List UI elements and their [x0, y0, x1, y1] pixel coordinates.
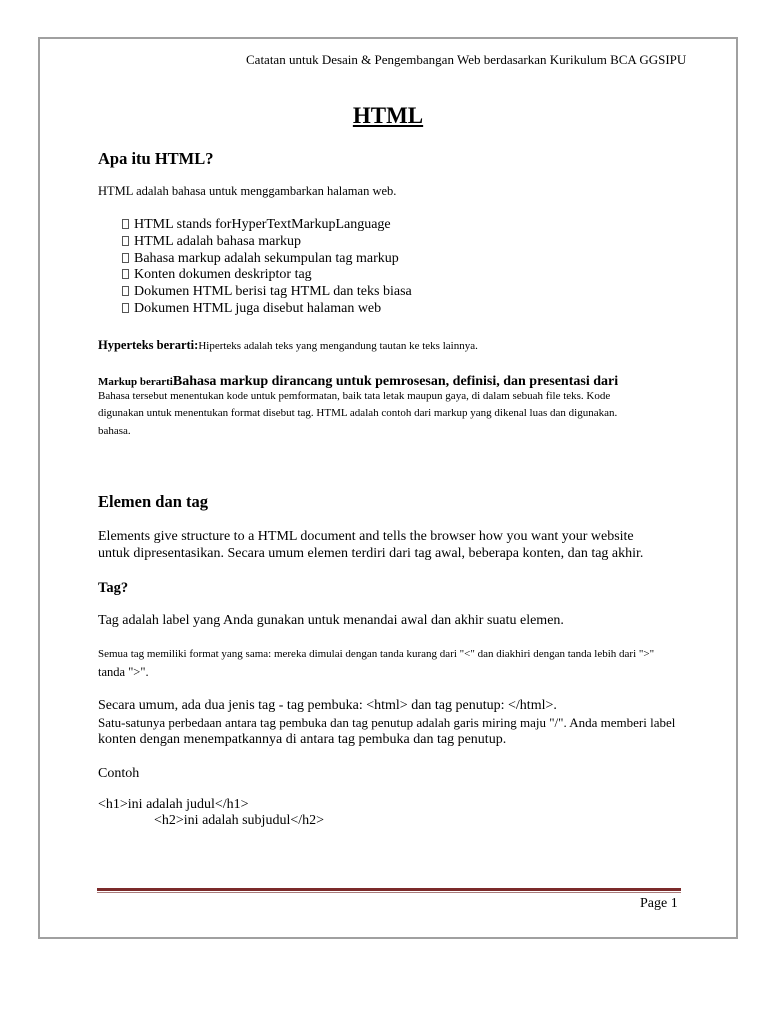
section-heading-what-is-html: Apa itu HTML?	[98, 149, 214, 168]
markup-definition-title	[98, 372, 618, 390]
tag-types-line: Secara umum, ada dua jenis tag - tag pembuka: <html> dan tag penutup: </html>.	[98, 698, 557, 713]
hypertext-text: Hiperteks adalah teks yang mengandung tautan ke teks lainnya.	[198, 340, 478, 352]
bullet-icon	[122, 219, 129, 229]
bullet-list	[122, 217, 412, 318]
tag-subheading: Tag?	[98, 580, 129, 596]
tag-types-line: Satu-satunya perbedaan antara tag pembuka dan tag penutup adalah garis miring maju "/". Anda memberi label	[98, 715, 676, 730]
footer-divider-thin	[97, 892, 681, 893]
bullet-icon	[122, 253, 129, 263]
example-label: Contoh	[98, 766, 140, 781]
markup-label: Markup berarti	[98, 376, 173, 388]
list-item: Bahasa markup adalah sekumpulan tag markup	[122, 251, 412, 268]
hypertext-definition	[98, 336, 478, 354]
page-number: Page 1	[640, 896, 678, 911]
section-heading-elements-and-tags: Elemen dan tag	[98, 492, 209, 511]
code-example-line: <h2>ini adalah subjudul</h2>	[154, 813, 325, 828]
list-item: Dokumen HTML berisi tag HTML dan teks biasa	[122, 284, 412, 301]
markup-text-line: Bahasa tersebut menentukan kode untuk pemformatan, baik tata letak maupun gaya, di dalam sebuah file teks. Kode	[98, 390, 611, 402]
list-item: HTML stands forHyperTextMarkupLanguage	[122, 217, 412, 234]
markup-bold-text: Bahasa markup dirancang untuk pemrosesan, definisi, dan presentasi dari	[172, 374, 619, 389]
markup-text-line: bahasa.	[98, 425, 131, 437]
bullet-icon	[122, 303, 129, 313]
elements-paragraph-line: untuk dipresentasikan. Secara umum elemen terdiri dari tag awal, beberapa konten, dan tag akhir.	[98, 546, 644, 561]
page-title: HTML	[352, 103, 424, 128]
tag-definition: Tag adalah label yang Anda gunakan untuk menandai awal dan akhir suatu elemen.	[98, 613, 564, 628]
footer-divider	[97, 888, 681, 891]
list-item: HTML adalah bahasa markup	[122, 234, 412, 251]
code-example-line: <h1>ini adalah judul</h1>	[98, 797, 249, 812]
tag-format-line: Semua tag memiliki format yang sama: mereka dimulai dengan tanda kurang dari "<" dan diakhiri dengan tanda lebih dari ">"	[98, 648, 655, 660]
list-item: Dokumen HTML juga disebut halaman web	[122, 301, 412, 318]
intro-paragraph: HTML adalah bahasa untuk menggambarkan halaman web.	[98, 184, 397, 198]
tag-format-line: tanda ">".	[98, 665, 149, 679]
bullet-icon	[122, 269, 129, 279]
list-item: Konten dokumen deskriptor tag	[122, 267, 412, 284]
document-page	[38, 37, 738, 939]
markup-text-line: digunakan untuk menentukan format disebut tag. HTML adalah contoh dari markup yang dikenal luas dan digunakan.	[98, 407, 618, 419]
bullet-icon	[122, 236, 129, 246]
running-header: Catatan untuk Desain & Pengembangan Web berdasarkan Kurikulum BCA GGSIPU	[246, 52, 687, 67]
bullet-icon	[122, 286, 129, 296]
elements-paragraph-line: Elements give structure to a HTML document and tells the browser how you want your website	[98, 529, 634, 544]
hypertext-label: Hyperteks berarti:	[98, 338, 199, 352]
tag-types-line: konten dengan menempatkannya di antara tag pembuka dan tag penutup.	[98, 732, 507, 747]
